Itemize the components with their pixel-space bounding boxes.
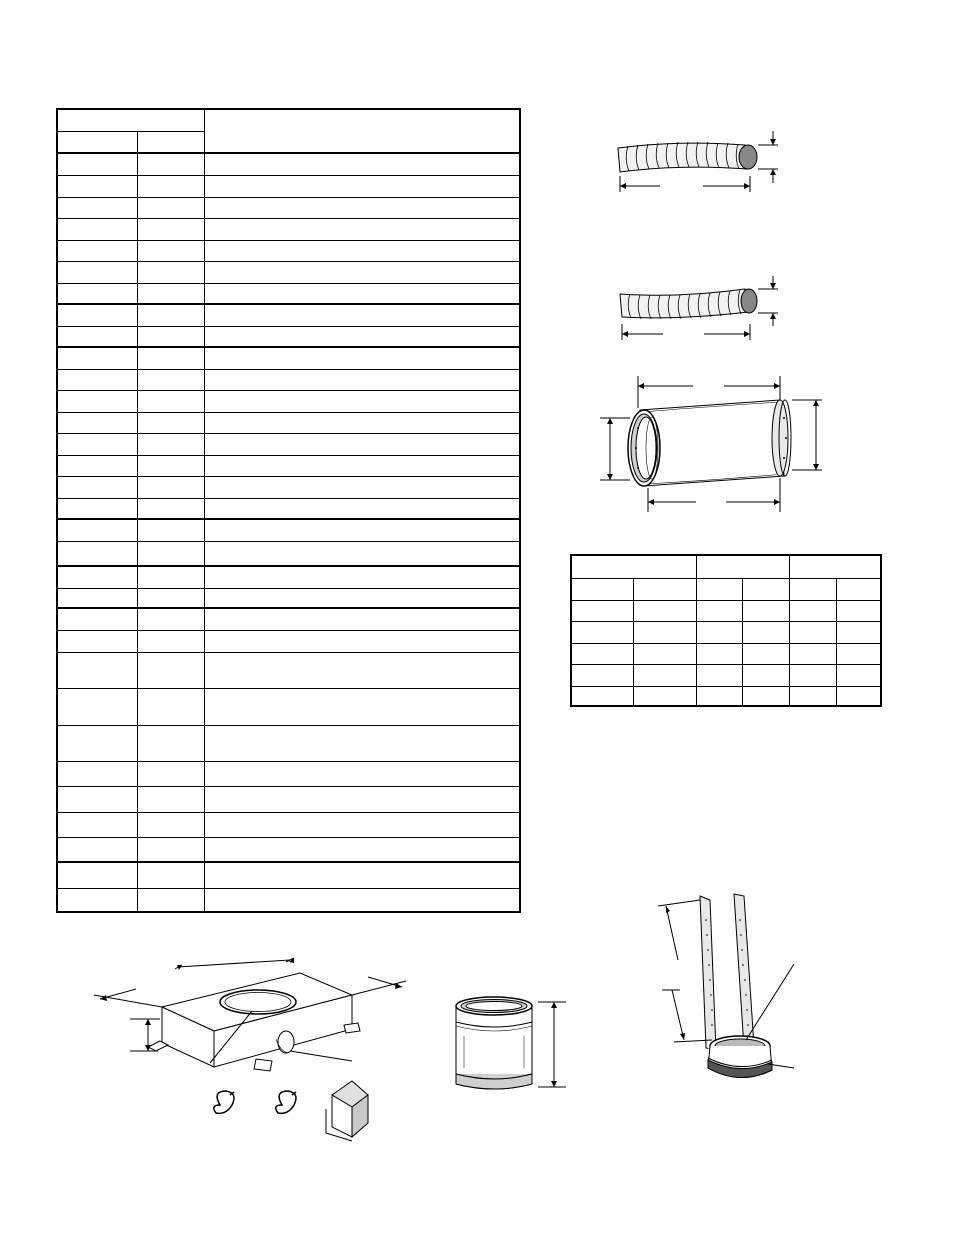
table-row [571,643,881,664]
table-row [57,498,520,519]
table-row [571,600,881,621]
table-row [57,608,520,630]
table-row [57,725,520,761]
table-row [57,812,520,837]
dim-header-group-1 [571,555,696,578]
flex-connector-top-figure [600,126,800,196]
table-row [57,566,520,588]
table-row [57,326,520,347]
table-row [57,261,520,283]
table-row [57,455,520,476]
dimension-table [570,554,882,707]
table-row [57,761,520,786]
parts-header-col-b [137,131,204,153]
table-row [57,519,520,541]
table-row [57,888,520,912]
table-row [57,433,520,455]
parts-table [56,108,521,913]
table-row [571,578,881,600]
table-row [57,369,520,390]
table-row [57,218,520,240]
table-row [57,837,520,862]
parts-header-description [204,109,520,153]
table-row [57,240,520,261]
table-row [57,197,520,218]
parts-header-col-a [57,131,137,153]
parts-header-group [57,109,204,131]
flex-connector-bottom-figure [600,268,800,340]
table-row [57,862,520,888]
table-row [57,588,520,608]
table-row [57,541,520,566]
table-row [571,621,881,643]
table-row [57,390,520,412]
table-row [571,664,881,686]
table-row [57,283,520,304]
termination-box-figure [90,955,410,1145]
table-row [57,652,520,688]
table-row [571,686,881,706]
dim-header-group-2 [696,555,789,578]
short-pipe-section-figure [448,992,578,1100]
table-row [57,688,520,725]
table-row [57,412,520,433]
support-strap-figure [650,890,810,1086]
table-row [57,786,520,812]
table-row [57,175,520,197]
table-row [57,304,520,326]
dim-header-group-3 [789,555,881,578]
table-row [57,476,520,498]
table-row [57,630,520,652]
rigid-pipe-figure [598,372,828,514]
table-row [57,153,520,175]
table-row [57,347,520,369]
